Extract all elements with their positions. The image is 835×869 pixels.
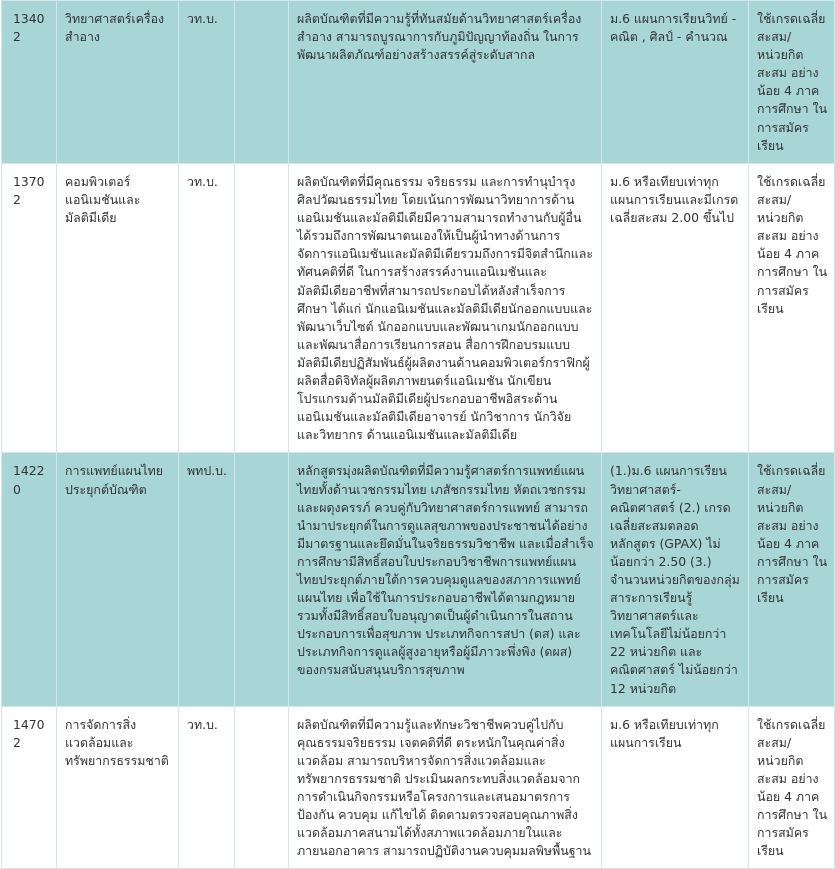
program-table [1,0,835,869]
degree-abbreviation: วท.บ. [179,706,235,869]
program-description: ผลิตบัณฑิตที่มีคุณธรรม จริยธรรม และการทำนุบำรุงศิลปวัฒนธรรมไทย โดยเน้นการพัฒนาวิทยาการด้านแอนิเมชันและมัลติมีเดียมีความสามารถทำงานกับผู้อื่นได้รวมถึงการพัฒนาตนเองให้เป็นผู้นำทางด้านการจัดการแอนิเมชันและมัลติมีเดียรวมถึงการมีจิตสำนึกและทัศนคติที่ดี ในการสร้างสรรค์งานแอนิเมชันและมัลติมีเดียอาชีพที่สามารถประกอบได้หลังสำเร็จการศึกษา ได้แก่ นักแอนิเมชันและมัลติมีเดียนักออกแบบและพัฒนาเว็บไซต์ นักออกแบบและพัฒนาเกมนักออกแบบและพัฒนาสื่อการเรียนการสอน สื่อการฝึกอบรมแบบมัลติมีเดียปฏิสัมพันธ์ผู้ผลิตงานด้านคอมพิวเตอร์กราฟิกผู้ผลิตสื่อดิจิทัลผู้ผลิตภาพยนตร์แอนิเมชัน นักเขียนโปรแกรมด้านมัลติมีเดียผู้ประกอบอาชีพอิสระด้านแอนิเมชันและมัลติมีเดียอาจารย์ นักวิชาการ นักวิจัย และวิทยากร ด้านแอนิเมชันและมัลติมีเดีย [289,164,602,453]
table-row [2,164,835,453]
table-row [2,1,835,164]
program-code: 13402 [2,1,57,164]
application-note: ใช้เกรดเฉลี่ยสะสม/หน่วยกิตสะสม อย่างน้อย 4 ภาคการศึกษา ในการสมัครเรียน [749,164,835,453]
application-note: ใช้เกรดเฉลี่ยสะสม/หน่วยกิตสะสม อย่างน้อย 4 ภาคการศึกษา ในการสมัครเรียน [749,1,835,164]
admission-qualification: ม.6 หรือเทียบเท่าทุกแผนการเรียนและมีเกรดเฉลี่ยสะสม 2.00 ขึ้นไป [602,164,749,453]
table-row [2,706,835,869]
degree-abbreviation: วท.บ. [179,1,235,164]
extra-cell [235,1,289,164]
program-description: หลักสูตรมุ่งผลิตบัณฑิตที่มีความรู้ศาสตร์การแพทย์แผนไทยทั้งด้านเวชกรรมไทย เภสัชกรรมไทย หัตถเวชกรรม และผดุงครรภ์ ควบคู่กับวิทยาศาสตร์การแพทย์ สามารถนำมาประยุกต์ในการดูแลสุขภาพของประชาชนได้อย่างมีมาตรฐานและยึดมั่นในจริยธรรมวิชาชีพ และเมื่อสำเร็จการศึกษามีสิทธิ์สอบใบประกอบวิชาชีพการแพทย์แผนไทยประยุกต์ภายใต้การควบคุมดูแลของสภาการแพทย์แผนไทย เพื่อใช้ในการประกอบอาชีพได้ตามกฎหมาย รวมทั้งมีสิทธิ์สอบใบอนุญาตเป็นผู้ดำเนินการในสถานประกอบการเพื่อสุขภาพ ประเภทกิจการสปา (ดส) และ ประเภทกิจการดูแลผู้สูงอายุหรือผู้มีภาวะพึ่งพิง (ดผส) ของกรมสนับสนุนบริการสุขภาพ [289,453,602,706]
program-code: 14702 [2,706,57,869]
admission-qualification: ม.6 แผนการเรียนวิทย์ - คณิต , ศิลป์ - คำนวณ [602,1,749,164]
extra-cell [235,453,289,706]
extra-cell [235,706,289,869]
degree-abbreviation: พทป.บ. [179,453,235,706]
table-row [2,453,835,706]
program-name: การจัดการสิ่งแวดล้อมและทรัพยากรธรรมชาติ [57,706,179,869]
program-name: คอมพิวเตอร์แอนิเมชันและมัลติมีเดีย [57,164,179,453]
program-name: การแพทย์แผนไทยประยุกต์บัณฑิต [57,453,179,706]
admission-qualification: (1.)ม.6 แผนการเรียนวิทยาศาสตร์-คณิตศาสตร์ (2.) เกรดเฉลี่ยสะสมตลอดหลักสูตร (GPAX) ไม่น้อยกว่า 2.50 (3.) จำนวนหน่วยกิตของกลุ่มสาระการเรียนรู้วิทยาศาสตร์และเทคโนโลยีไม่น้อยกว่า 22 หน่วยกิต และคณิตศาสตร์ ไม่น้อยกว่า 12 หน่วยกิต [602,453,749,706]
degree-abbreviation: วท.บ. [179,164,235,453]
application-note: ใช้เกรดเฉลี่ยสะสม/หน่วยกิตสะสม อย่างน้อย 4 ภาคการศึกษา ในการสมัครเรียน [749,453,835,706]
program-description: ผลิตบัณฑิตที่มีความรู้ที่ทันสมัยด้านวิทยาศาสตร์เครื่องสำอาง สามารถบูรณาการกับภูมิปัญญาท้องถิ่น ในการพัฒนาผลิตภัณฑ์อย่างสร้างสรรค์สู่ระดับสากล [289,1,602,164]
program-description: ผลิตบัณฑิตที่มีความรู้และทักษะวิชาชีพควบคู่ไปกับคุณธรรมจริยธรรม เจตคติที่ดี ตระหนักในคุณค่าสิ่งแวดล้อม สามารถบริหารจัดการสิ่งแวดล้อมและทรัพยากรธรรมชาติ ประเมินผลกระทบสิ่งแวดล้อมจากการดำเนินกิจกรรมหรือโครงการและเสนอมาตรการป้องกัน ควบคุม แก้ไขได้ ติดตามตรวจสอบคุณภาพสิ่งแวดล้อมภาคสนามได้ทั้งสภาพแวดล้อมภายในและภายนอกอาคาร สามารถปฏิบัติงานควบคุมมลพิษพื้นฐาน [289,706,602,869]
program-code: 13702 [2,164,57,453]
application-note: ใช้เกรดเฉลี่ยสะสม/หน่วยกิตสะสม อย่างน้อย 4 ภาคการศึกษา ในการสมัครเรียน [749,706,835,869]
admission-qualification: ม.6 หรือเทียบเท่าทุกแผนการเรียน [602,706,749,869]
program-code: 14220 [2,453,57,706]
extra-cell [235,164,289,453]
program-name: วิทยาศาสตร์เครื่องสำอาง [57,1,179,164]
